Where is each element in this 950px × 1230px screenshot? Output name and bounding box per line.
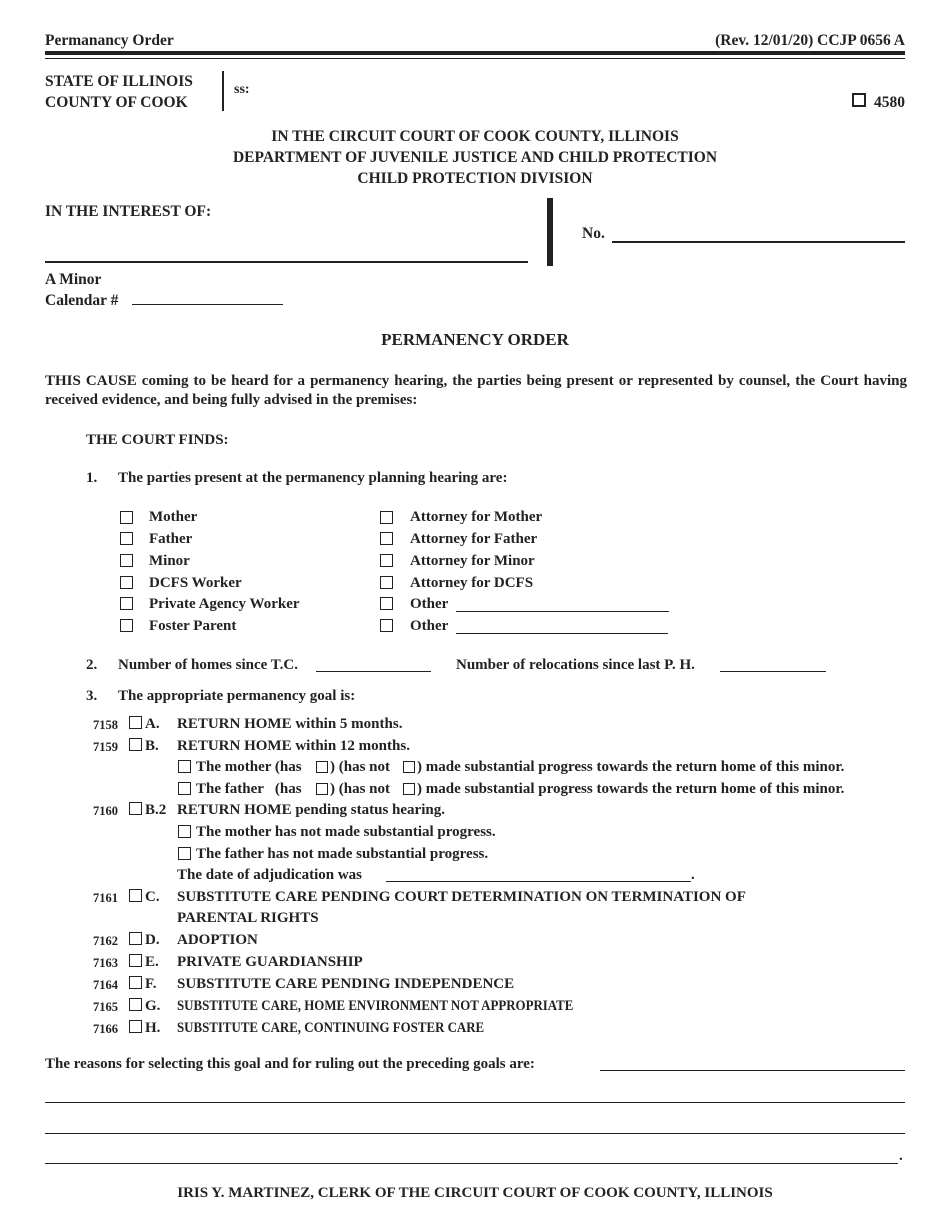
intro-paragraph: THIS CAUSE coming to be heard for a permanency hearing, the parties being present or represented by counsel, the Court having received evidence, and being fully advised in the premises: <box>45 373 907 408</box>
relocations-field[interactable] <box>720 671 826 672</box>
case-no-field[interactable] <box>612 241 905 243</box>
goal-f-checkbox[interactable] <box>129 976 142 989</box>
checkbox-father[interactable] <box>120 532 133 545</box>
homes-label: Number of homes since T.C. <box>118 657 298 673</box>
party-attorney-minor: Attorney for Minor <box>410 553 535 569</box>
party-foster-parent: Foster Parent <box>149 618 237 634</box>
checkbox-private-agency-worker[interactable] <box>120 597 133 610</box>
goal-b2-mother-checkbox[interactable] <box>178 825 191 838</box>
goal-c-checkbox[interactable] <box>129 889 142 902</box>
item1-text: The parties present at the permanency planning hearing are: <box>118 470 508 486</box>
other-2-field[interactable] <box>456 633 668 634</box>
goal-e-checkbox[interactable] <box>129 954 142 967</box>
minor-label: A Minor <box>45 271 102 288</box>
reasons-field-3[interactable] <box>45 1133 905 1134</box>
checkbox-other-2[interactable] <box>380 619 393 632</box>
goal-f-text: SUBSTITUTE CARE PENDING INDEPENDENCE <box>177 976 515 992</box>
calendar-field[interactable] <box>132 304 283 305</box>
other-1-field[interactable] <box>456 611 669 612</box>
court-line-3: CHILD PROTECTION DIVISION <box>357 170 593 187</box>
checkbox-other-1[interactable] <box>380 597 393 610</box>
party-private-agency-worker: Private Agency Worker <box>149 596 300 612</box>
checkbox-minor[interactable] <box>120 554 133 567</box>
item1-number: 1. <box>86 470 98 486</box>
goal-b2-checkbox[interactable] <box>129 802 142 815</box>
checkbox-attorney-mother[interactable] <box>380 511 393 524</box>
party-attorney-mother: Attorney for Mother <box>410 509 543 525</box>
goal-h-text-inner: SUBSTITUTE CARE, CONTINUING FOSTER CARE <box>177 1020 485 1036</box>
form-code-checkbox[interactable] <box>852 93 866 107</box>
goal-f-letter: F. <box>145 976 157 992</box>
minor-block <box>45 269 118 311</box>
venue-ss: ss: <box>234 82 250 97</box>
party-mother: Mother <box>149 509 198 525</box>
party-father: Father <box>149 531 193 547</box>
minor-name-field[interactable] <box>45 261 528 263</box>
court-line-2: DEPARTMENT OF JUVENILE JUSTICE AND CHILD PROTECTION <box>232 149 718 166</box>
reasons-period: . <box>899 1148 903 1164</box>
goal-d-letter: D. <box>145 932 160 948</box>
party-minor: Minor <box>149 553 190 569</box>
party-other-1: Other <box>410 596 449 612</box>
goal-d-text: ADOPTION <box>177 932 258 948</box>
item2-number: 2. <box>86 657 98 673</box>
clerk-footer: IRIS Y. MARTINEZ, CLERK OF THE CIRCUIT COURT OF COOK COUNTY, ILLINOIS <box>177 1185 773 1201</box>
party-attorney-dcfs: Attorney for DCFS <box>410 575 534 591</box>
adjudication-period: . <box>691 867 695 883</box>
checkbox-dcfs-worker[interactable] <box>120 576 133 589</box>
form-code-number: 4580 <box>874 94 905 111</box>
party-attorney-father: Attorney for Father <box>410 531 538 547</box>
goal-g-code: 7165 <box>93 1000 118 1014</box>
goal-g-checkbox[interactable] <box>129 998 142 1011</box>
goal-b-mother-prefix: The mother (has <box>196 759 302 775</box>
goal-c-code: 7161 <box>93 891 118 905</box>
venue-divider <box>222 71 224 111</box>
goal-c-text-2: PARENTAL RIGHTS <box>177 910 319 926</box>
item3-text: The appropriate permanency goal is: <box>118 688 356 704</box>
goal-b-text: RETURN HOME within 12 months. <box>177 738 410 754</box>
court-line-1: IN THE CIRCUIT COURT OF COOK COUNTY, ILLINOIS <box>271 128 679 145</box>
venue-county: COUNTY OF COOK <box>45 94 188 111</box>
adjudication-label: The date of adjudication was <box>177 867 363 883</box>
goal-b-mother-has-not: ) (has not <box>330 759 391 775</box>
goal-h-checkbox[interactable] <box>129 1020 142 1033</box>
goal-g-text <box>177 998 638 1015</box>
page-title: PERMANENCY ORDER <box>381 330 569 349</box>
goal-a-code: 7158 <box>93 718 118 732</box>
form-code <box>852 93 905 112</box>
goal-a-checkbox[interactable] <box>129 716 142 729</box>
caption-divider <box>547 198 553 266</box>
court-heading <box>45 126 905 189</box>
goal-e-text: PRIVATE GUARDIANSHIP <box>177 954 363 970</box>
checkbox-attorney-minor[interactable] <box>380 554 393 567</box>
goal-b-mother-suffix: ) made substantial progress towards the return home of this minor. <box>417 759 845 775</box>
goal-c-letter: C. <box>145 889 160 905</box>
adjudication-date-field[interactable] <box>386 881 691 882</box>
reasons-field-2[interactable] <box>45 1102 905 1103</box>
homes-field[interactable] <box>316 671 431 672</box>
goal-g-letter: G. <box>145 998 161 1014</box>
goal-b-father-has-not: ) (has not <box>330 781 391 797</box>
goal-e-code: 7163 <box>93 956 118 970</box>
goal-f-code: 7164 <box>93 978 118 992</box>
goal-g-text-inner: SUBSTITUTE CARE, HOME ENVIRONMENT NOT APPROPRIATE <box>177 998 574 1014</box>
goal-b-checkbox[interactable] <box>129 738 142 751</box>
goal-b2-text: RETURN HOME pending status hearing. <box>177 802 445 818</box>
goal-b-father-has-checkbox[interactable] <box>316 783 328 795</box>
form-revision: (Rev. 12/01/20) CCJP 0656 A <box>715 32 905 49</box>
findings-heading: THE COURT FINDS: <box>86 432 229 448</box>
goal-b-mother-has-checkbox[interactable] <box>316 761 328 773</box>
goal-b-father-has-not-checkbox[interactable] <box>403 783 415 795</box>
goal-b2-code: 7160 <box>93 804 118 818</box>
calendar-label: Calendar # <box>45 292 119 309</box>
form-name: Permanancy Order <box>45 32 174 49</box>
venue-block <box>45 71 193 113</box>
goal-b2-letter: B.2 <box>145 802 167 818</box>
reasons-label: The reasons for selecting this goal and for ruling out the preceding goals are: <box>45 1056 535 1072</box>
checkbox-foster-parent[interactable] <box>120 619 133 632</box>
goal-a-text: RETURN HOME within 5 months. <box>177 716 403 732</box>
goal-b2-mother-text: The mother has not made substantial progress. <box>196 824 496 840</box>
goal-b-father-checkbox[interactable] <box>178 782 191 795</box>
goal-b-code: 7159 <box>93 740 118 754</box>
goal-b-mother-has-not-checkbox[interactable] <box>403 761 415 773</box>
reasons-field-4[interactable] <box>45 1163 898 1164</box>
checkbox-attorney-dcfs[interactable] <box>380 576 393 589</box>
goal-h-text <box>177 1020 534 1037</box>
case-no-label: No. <box>582 225 605 242</box>
goal-b-father-suffix: ) made substantial progress towards the return home of this minor. <box>417 781 845 797</box>
goal-h-code: 7166 <box>93 1022 118 1036</box>
relocations-label: Number of relocations since last P. H. <box>456 657 695 673</box>
checkbox-attorney-father[interactable] <box>380 532 393 545</box>
item3-number: 3. <box>86 688 98 704</box>
venue-state: STATE OF ILLINOIS <box>45 73 193 90</box>
goal-d-checkbox[interactable] <box>129 932 142 945</box>
reasons-field-1[interactable] <box>600 1070 905 1071</box>
goal-b-letter: B. <box>145 738 159 754</box>
goal-b2-father-checkbox[interactable] <box>178 847 191 860</box>
goal-b-mother-checkbox[interactable] <box>178 760 191 773</box>
party-dcfs-worker: DCFS Worker <box>149 575 242 591</box>
party-other-2: Other <box>410 618 449 634</box>
goal-a-letter: A. <box>145 716 160 732</box>
checkbox-mother[interactable] <box>120 511 133 524</box>
goal-b2-father-text: The father has not made substantial progress. <box>196 846 489 862</box>
goal-c-text: SUBSTITUTE CARE PENDING COURT DETERMINATION ON TERMINATION OF <box>177 889 746 905</box>
interest-label: IN THE INTEREST OF: <box>45 203 212 220</box>
header-rule-thick <box>45 51 905 55</box>
header-rule-thin <box>45 58 905 59</box>
goal-h-letter: H. <box>145 1020 161 1036</box>
goal-e-letter: E. <box>145 954 159 970</box>
goal-d-code: 7162 <box>93 934 118 948</box>
goal-b-father-prefix: The father (has <box>196 781 302 797</box>
